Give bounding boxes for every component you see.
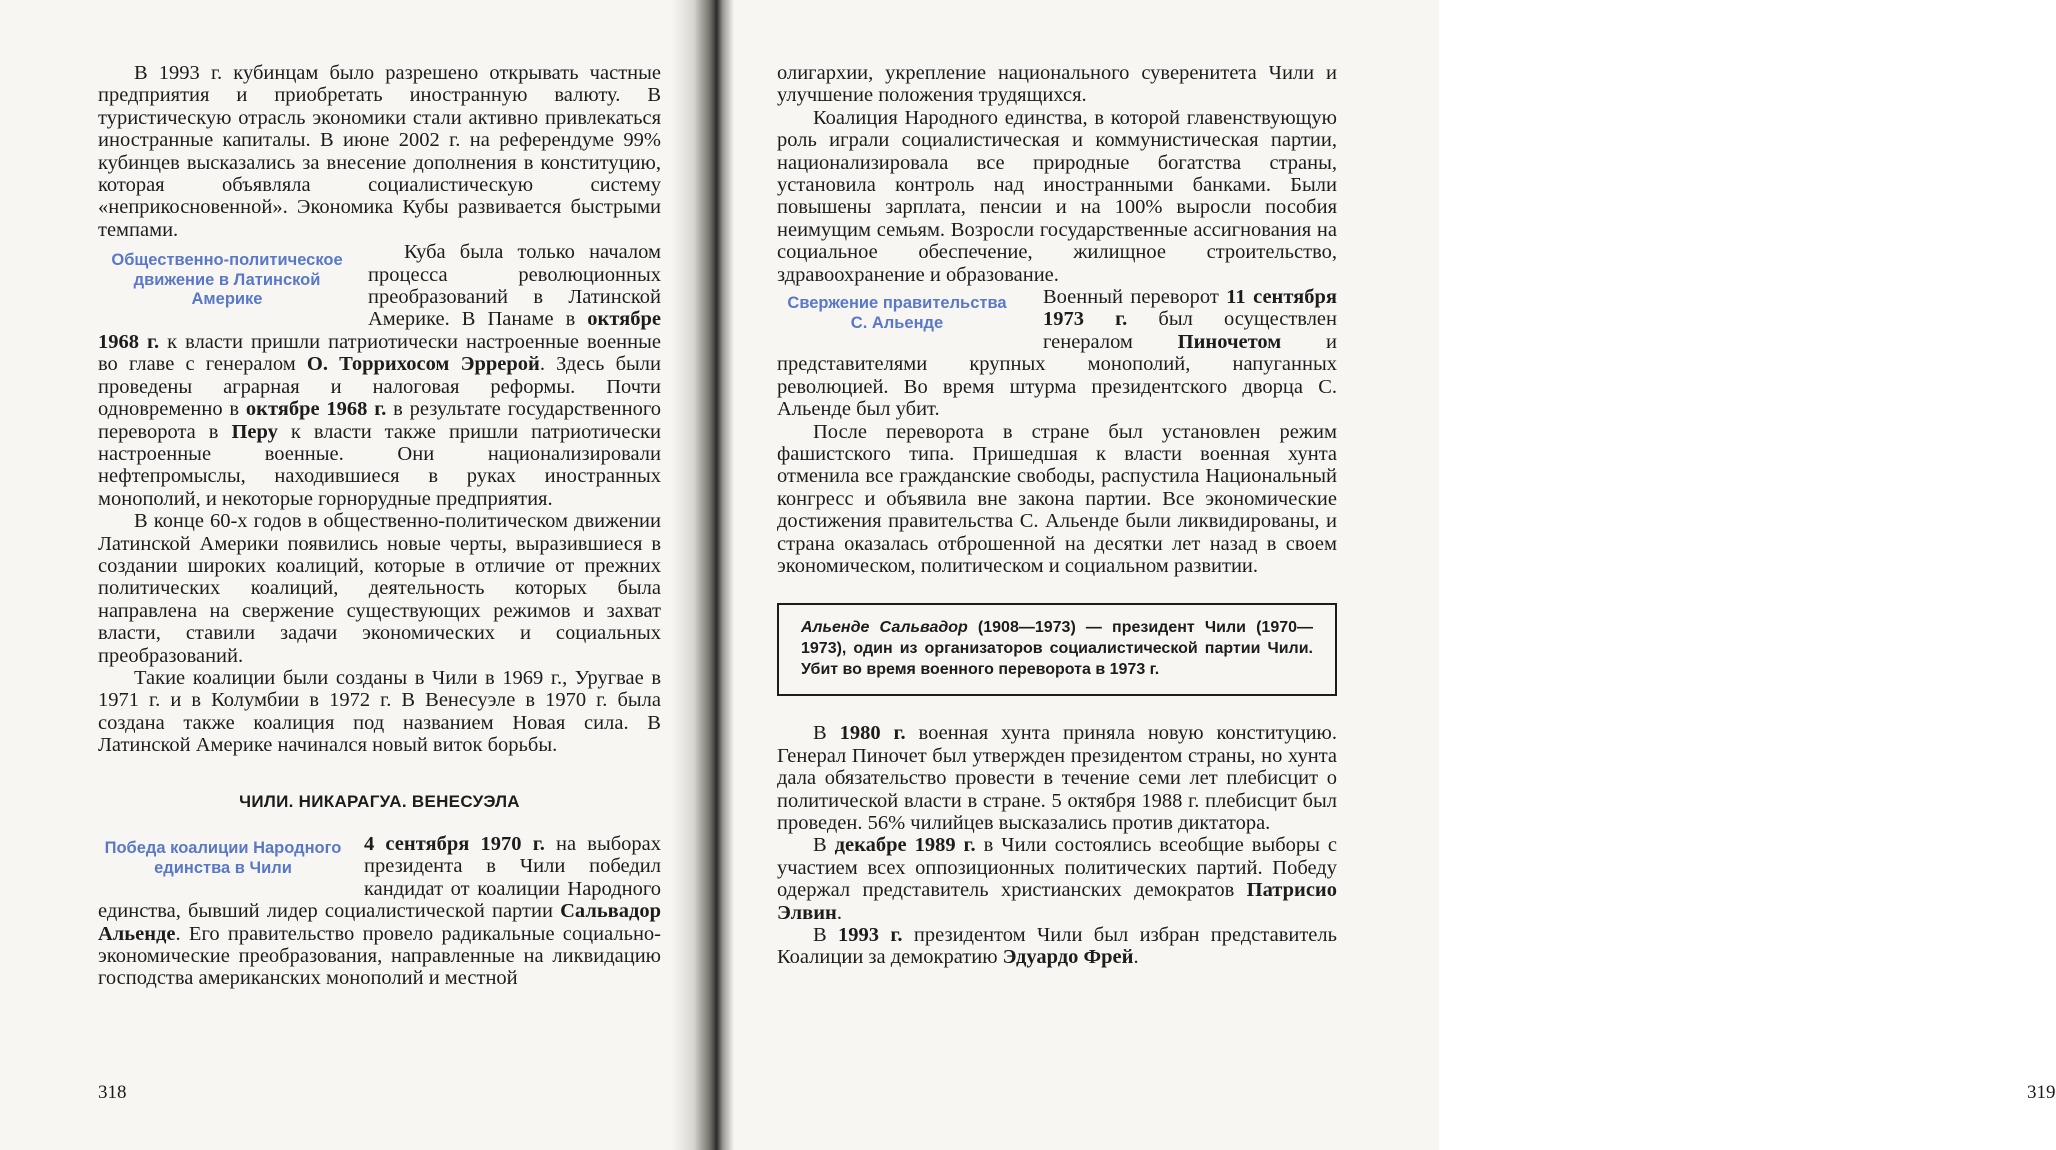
paragraph: В декабре 1989 г. в Чили состоялись всеобщие выборы с участием всех оппозиционных политических партий. Победу одержал представитель христианских демократов Патрисио Элвин. — [777, 834, 1337, 924]
page-number-left: 318 — [98, 1082, 127, 1103]
page-number-right: 319 — [2027, 1082, 2056, 1103]
paragraph: В 1993 г. кубинцам было разрешено открывать частные предприятия и приобретать иностранную валюту. В туристическую отрасль экономики стали активно привлекаться иностранные капиталы. В июне 2002 г. на референдуме 99% кубинцев высказались за внесение дополнения в конституцию, которая объявляла социалистическую систему «неприкосновенной». Экономика Кубы развивается быстрыми темпами. — [98, 62, 661, 241]
bio-text: (1908—1973) — президент Чили (1970—1973), один из организаторов социалистической партии Чили. Убит во время военного переворота в 1973 г. — [801, 619, 1314, 679]
paragraph: В конце 60-х годов в общественно-политическом движении Латинской Америки появились новые черты, выразившиеся в создании широких коалиций, которые в отличие от прежних политических коалиций, деятельность которых была направлена на свержение существующих режимов и захват власти, ставили задачи экономических и социальных преобразований. — [98, 510, 661, 667]
book-gutter — [672, 0, 734, 1150]
biography-box — [777, 603, 1337, 696]
section-heading: ЧИЛИ. НИКАРАГУА. ВЕНЕСУЭЛА — [239, 791, 520, 811]
sidenote-latin-america-movement: Общественно-политическое движение в Латинской Америке — [111, 251, 343, 309]
paragraph: В 1980 г. военная хунта приняла новую конституцию. Генерал Пиночет был утвержден президентом страны, но хунта дала обязательство провести в течение семи лет плебисцит о политической власти в стране. 5 октября 1988 г. плебисцит был проведен. 56% чилийцев высказались против диктатора. — [777, 722, 1337, 834]
paragraph: В 1993 г. президентом Чили был избран представитель Коалиции за демократию Эдуардо Фрей. — [777, 924, 1337, 969]
paragraph: Такие коалиции были созданы в Чили в 1969 г., Уругвае в 1971 г. и в Колумбии в 1972 г. В Венесуэле в 1970 г. была создана также коалиция под названием Новая сила. В Латинской Америке начинался новый виток борьбы. — [98, 666, 661, 757]
left-page — [0, 0, 712, 1150]
paragraph: олигархии, укрепление национального суверенитета Чили и улучшение положения трудящихся. — [777, 62, 1337, 107]
left-page-text — [98, 62, 661, 990]
right-page-text — [777, 62, 1337, 969]
paragraph: 4 сентября 1970 г. на выборах президента в Чили победил кандидат от коалиции Народного единства, бывший лидер социалистической партии Сальвадор Альенде. Его правительство провело радикальные социально-экономические преобразования, направленные на ликвидацию господства американских монополий и местной — [98, 833, 661, 990]
paragraph: После переворота в стране был установлен режим фашистского типа. Пришедшая к власти военная хунта отменила все гражданские свободы, распустила Национальный конгресс и объявила вне закона партии. Все экономические достижения правительства С. Альенде были ликвидированы, и страна оказалась отброшенной на десятки лет назад в своем экономическом, политическом и социальном развитии. — [777, 420, 1337, 577]
paragraph: Коалиция Народного единства, в которой главенствующую роль играли социалистическая и коммунистическая партии, национализировала все природные богатства страны, установила контроль над иностранными банками. Были повышены зарплата, пенсии и на 100% выросли пособия неимущим семьям. Возросли государственные ассигнования на социальное обеспечение, жилищное строительство, здравоохранение и образование. — [777, 106, 1337, 286]
sidenote-allende-overthrow: Свержение правительства С. Альенде — [787, 294, 1007, 332]
paragraph: Военный переворот 11 сентября 1973 г. был осуществлен генералом Пиночетом и представителями крупных монополий, напуганных революцией. Во время штурма президентского дворца С. Альенде был убит. — [777, 286, 1338, 421]
sidenote-popular-unity-victory: Победа коалиции Народного единства в Чили — [104, 839, 342, 877]
bio-name: Альенде Сальвадор — [801, 619, 968, 637]
paragraph: Куба была только началом процесса революционных преобразований в Латинской Америке. В Панаме в октябре 1968 г. к власти пришли патриотически настроенные военные во главе с генералом О. Торрихосом Эррерой. Здесь были проведены аграрная и налоговая реформы. Почти одновременно в октябре 1968 г. в результате государственного переворота в Перу к власти также пришли патриотически настроенные военные. Они национализировали нефтепромыслы, находившиеся в руках иностранных монополий, и некоторые горнорудные предприятия. — [98, 241, 661, 510]
